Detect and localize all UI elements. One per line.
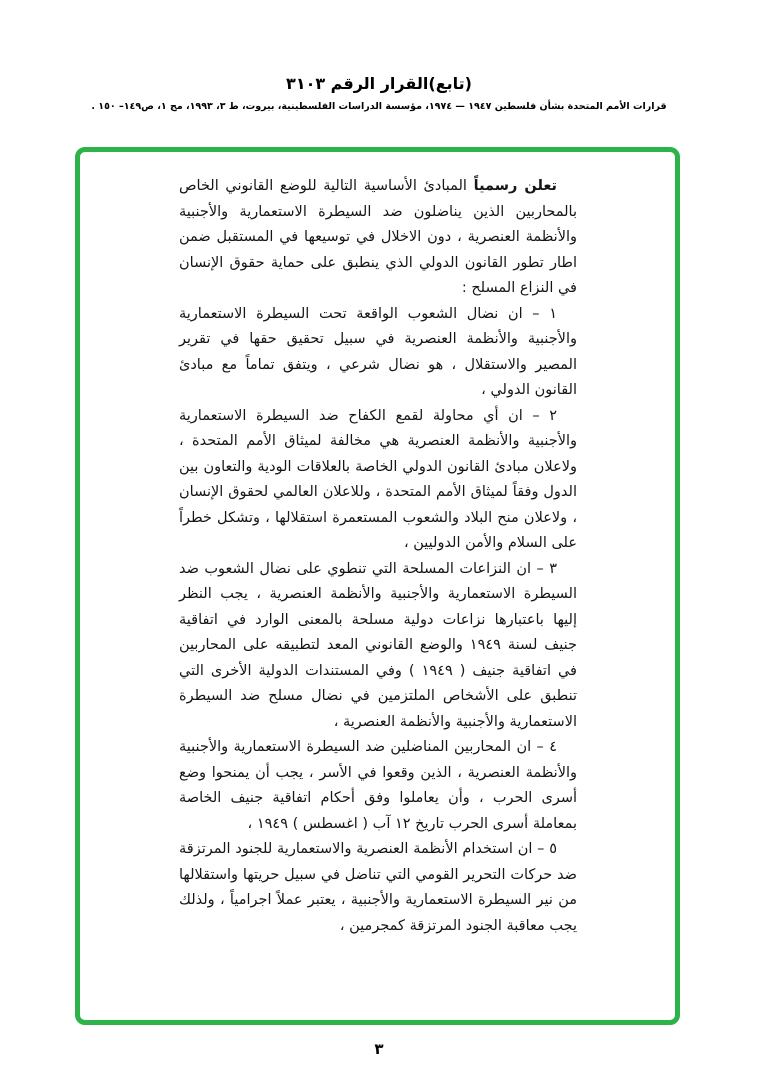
clause-1: ١ – ان نضال الشعوب الواقعة تحت السيطرة الاستعمارية والأجنبية والأنظمة العنصرية في سبيل تحقيق حقها في تقرير المصير والاستقلال ، هو نضال شرعي ، ويتفق تماماً مع مبادئ القانون الدولي ، — [179, 305, 577, 398]
clause-2: ٢ – ان أي محاولة لقمع الكفاح ضد السيطرة الاستعمارية والأجنبية والأنظمة العنصرية هي مخالفة لميثاق الأمم المتحدة ، ولاعلان مبادئ القانون الدولي الخاصة بالعلاقات الودية والتعاون بين الدول وفقاً لميثاق الأمم المتحدة ، وللاعلان العالمي لحقوق الإنسان ، ولاعلان منح البلاد والشعوب المستعمرة استقلالها ، وتشكل خطراً على السلام والأمن الدوليين ، — [179, 407, 577, 551]
clause-4: ٤ – ان المحاربين المناضلين ضد السيطرة الاستعمارية والأجنبية والأنظمة العنصرية ، الذين وقعوا في الأسر ، يجب أن يمنحوا وضع أسرى الحرب ، وأن يعاملوا وفق أحكام اتفاقية جنيف الخاصة بمعاملة أسرى الحرب تاريخ ١٢ آب ( اغسطس ) ١٩٤٩ ، — [179, 739, 577, 832]
resolution-text — [179, 174, 577, 939]
clause-3: ٣ – ان النزاعات المسلحة التي تنطوي على نضال الشعوب ضد السيطرة الاستعمارية والأجنبية والأنظمة العنصرية ، يجب النظر إليها باعتبارها نزاعات دولية مسلحة بالمعنى الوارد في اتفاقية جنيف لسنة ١٩٤٩ والوضع القانوني المعد لتطبيقه على المحاربين في اتفاقية جنيف ( ١٩٤٩ ) وفي المستندات الدولية الأخرى التي تنطبق على الأشخاص الملتزمين في نضال مسلح ضد السيطرة الاستعمارية والأجنبية والأنظمة العنصرية ، — [179, 560, 577, 730]
intro-lead-text: تعلن رسمياً — [473, 178, 557, 194]
clause-5: ٥ – ان استخدام الأنظمة العنصرية والاستعمارية للجنود المرتزقة ضد حركات التحرير القومي التي تناضل في سبيل حريتها واستقلالها من نير السيطرة الاستعمارية والأجنبية ، يعتبر عملاً اجرامياً ، ولذلك يجب معاقبة الجنود المرتزقة كمجرمين ، — [179, 841, 577, 934]
intro-rest-text: المبادئ الأساسية التالية للوضع القانوني الخاص بالمحاربين الذين يناضلون ضد السيطرة الاستعمارية والأجنبية والأنظمة العنصرية ، دون الاخلال في توسيعها في المستقبل ضمن اطار تطور القانون الدولي الذي ينطبق على حماية حقوق الإنسان في النزاع المسلح : — [179, 178, 577, 296]
source-citation: قرارات الأمم المتحدة بشأن فلسطين ١٩٤٧ — ١٩٧٤، مؤسسة الدراسات الفلسطينية، بيروت، ط ٣، ١٩٩٣، مج ١، ص١٤٩– ١٥٠ . — [91, 101, 667, 112]
content-border-box — [75, 147, 680, 1025]
document-title: (تابع)القرار الرقم ٣١٠٣ — [286, 74, 472, 93]
page-number: ٣ — [374, 1040, 384, 1058]
intro-paragraph — [179, 174, 577, 302]
page-header — [0, 74, 758, 112]
